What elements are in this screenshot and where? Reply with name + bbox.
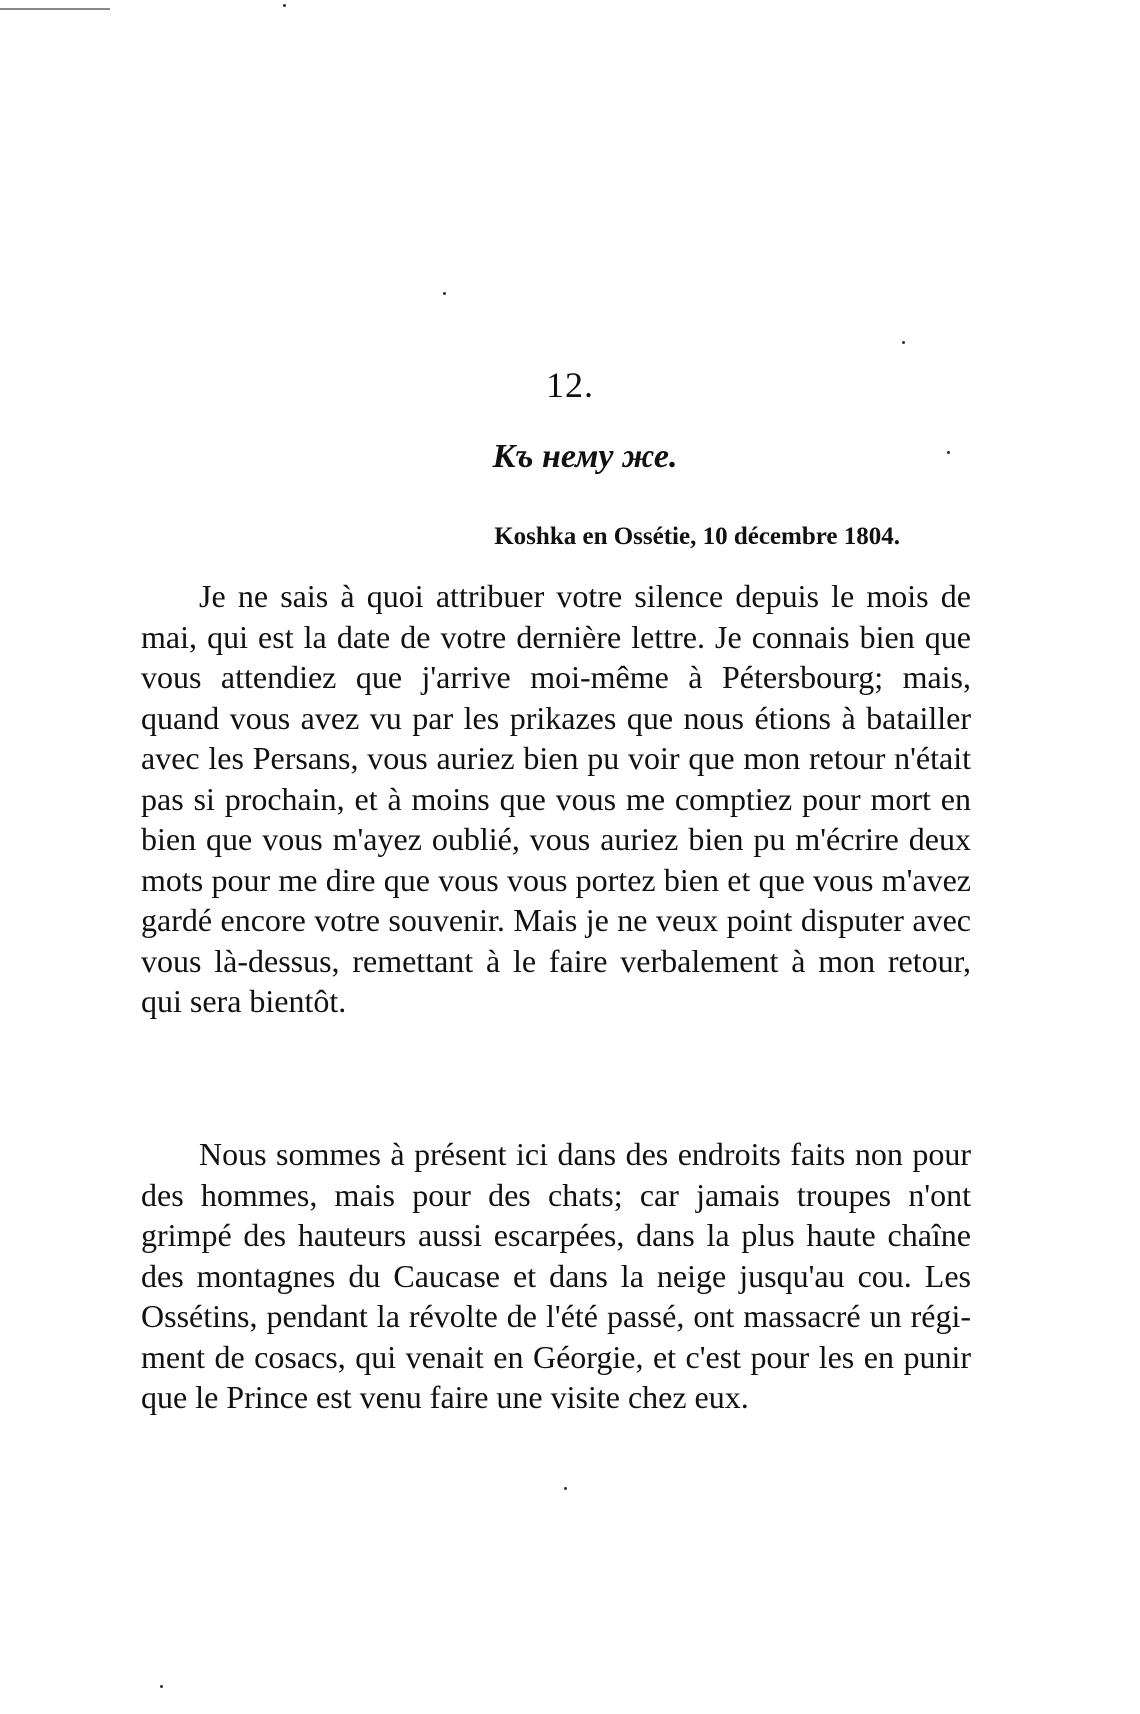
paragraph-block — [141, 1134, 971, 1418]
paragraph-1: Je ne sais à quoi attribuer votre silence depuis le mois de mai, qui est la date de votre dernière lettre. Je connais bien que vous attendiez que j'arrive moi-même à Pétersbourg; mais, quand vous avez vu par les prikazes que nous étions à batailler avec les Persans, vous auriez bien pu voir que mon retour n'était pas si prochain, et à moins que vous me comptiez pour mort en bien que vous m'ayez oublié, vous auriez bien pu m'écrire deux mots pour me dire que vous vous portez bien et que vous m'avez gardé encore votre souvenir. Mais je ne veux point disputer avec vous là-dessus, remettant à le faire verbalement à mon retour, qui sera bientôt. — [141, 578, 971, 1019]
paragraph-2: Nous sommes à présent ici dans des endroits faits non pour des hommes, mais pour des chats; car jamais troupes n'ont grimpé des hauteurs aussi escarpées, dans la plus haute chaîne des montagnes du Caucase et dans la neige jusqu'au cou. Les Ossétins, pendant la révolte de l'été passé, ont massacré un régiment de cosacs, qui venait en Géorgie, et c'est pour les en punir que le Prince est venu faire une visite chez eux. — [141, 1136, 971, 1415]
letter-dateline: Koshka en Ossétie, 10 décembre 1804. — [494, 523, 900, 550]
print-speck — [564, 1487, 567, 1490]
print-speck — [160, 1685, 163, 1688]
letter-salutation: Къ нему же. — [492, 438, 678, 475]
print-speck — [902, 341, 905, 344]
letter-number: 12. — [546, 365, 594, 405]
paragraph-block — [141, 576, 971, 1022]
print-speck — [443, 292, 446, 295]
print-speck — [283, 4, 286, 7]
top-edge-rule — [0, 8, 110, 10]
